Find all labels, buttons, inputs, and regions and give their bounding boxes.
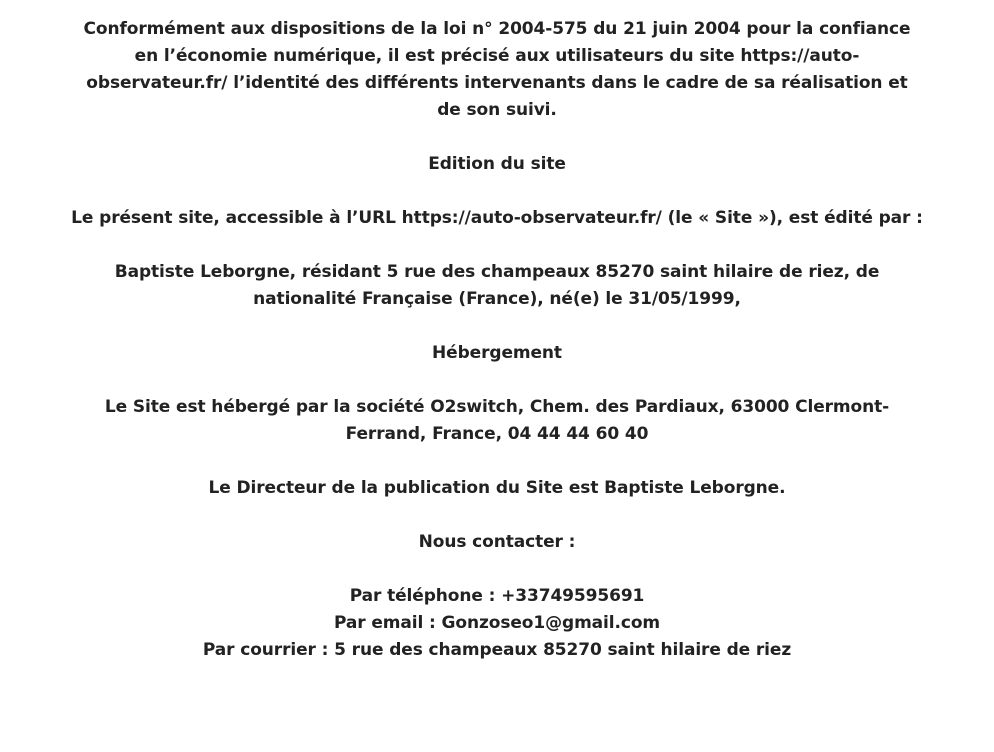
spacer — [66, 313, 928, 340]
contact-email: Par email : Gonzoseo1@gmail.com — [333, 613, 661, 633]
spacer — [66, 502, 928, 529]
hosting-heading: Hébergement — [432, 343, 562, 363]
edition-heading: Edition du site — [428, 154, 566, 174]
contact-mail: Par courrier : 5 rue des champeaux 85270 saint hilaire de riez — [202, 640, 792, 660]
editor-details-paragraph: Baptiste Leborgne, résidant 5 rue des champeaux 85270 saint hilaire de riez, de nationalité Française (France), né(e) le 31/05/1999, — [114, 262, 880, 309]
intro-paragraph: Conformément aux dispositions de la loi n° 2004-575 du 21 juin 2004 pour la confiance en l’économie numérique, il est précisé aux utilisateurs du site https://auto-observateur.fr/ l’identité des différents intervenants dans le cadre de sa réalisation et de son suivi. — [83, 19, 911, 120]
spacer — [66, 556, 928, 583]
spacer — [66, 124, 928, 151]
contact-heading: Nous contacter : — [418, 532, 576, 552]
director-paragraph: Le Directeur de la publication du Site est Baptiste Leborgne. — [208, 478, 786, 498]
contact-phone: Par téléphone : +33749595691 — [349, 586, 645, 606]
spacer — [66, 232, 928, 259]
hosting-paragraph: Le Site est hébergé par la société O2switch, Chem. des Pardiaux, 63000 Clermont-Ferrand, France, 04 44 44 60 40 — [104, 397, 890, 444]
spacer — [66, 448, 928, 475]
edition-paragraph: Le présent site, accessible à l’URL https://auto-observateur.fr/ (le « Site »), est édité par : — [71, 208, 923, 228]
spacer — [66, 367, 928, 394]
spacer — [66, 178, 928, 205]
